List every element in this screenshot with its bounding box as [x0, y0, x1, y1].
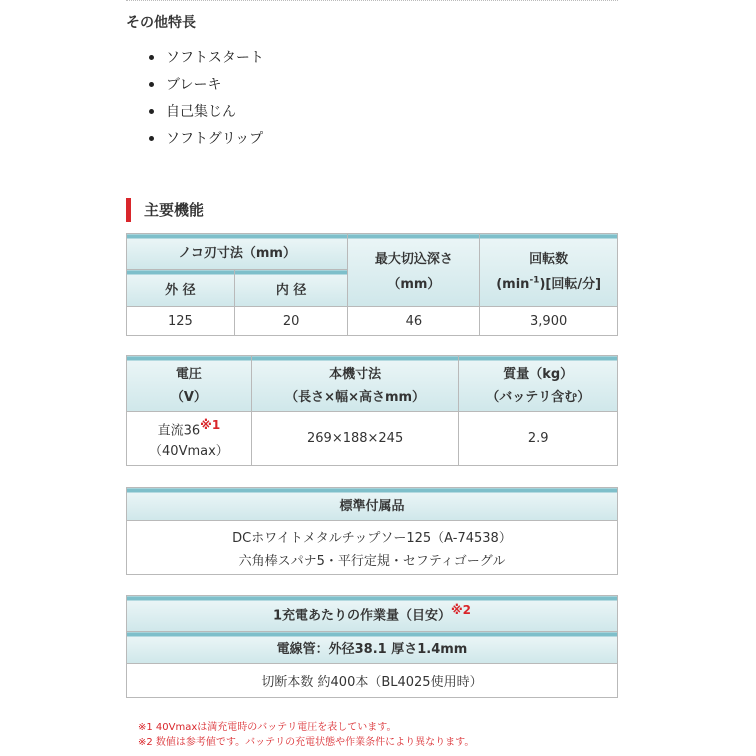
- accessories-table: [126, 487, 618, 575]
- top-divider: [126, 0, 618, 1]
- voltage-header: 電圧 （V）: [127, 356, 252, 412]
- mass-value: 2.9: [459, 412, 618, 466]
- inner-diameter-header: 内 径: [234, 270, 348, 307]
- workload-table: [126, 595, 618, 698]
- footnote-2: ※2 数値は参考値です。バッテリの充電状態や作業条件により異なります。: [138, 737, 475, 748]
- footnote-marker: ※2: [451, 603, 472, 618]
- workload-value: 切断本数 約400本（BL4025使用時）: [127, 664, 618, 698]
- blade-size-header: ノコ刃寸法（mm）: [127, 234, 348, 270]
- outer-diameter-header: 外 径: [127, 270, 235, 307]
- section-title: 主要機能: [126, 198, 204, 222]
- accessories-value: DCホワイトメタルチップソー125（A-74538） 六角棒スパナ5・平行定規・セフティゴーグル: [127, 521, 618, 575]
- list-item: 自己集じん: [146, 102, 264, 129]
- rpm-value: 3,900: [480, 307, 618, 336]
- spec-table-body: [126, 355, 618, 466]
- footnotes: [138, 720, 474, 750]
- spec-table-blade: [126, 233, 618, 336]
- depth-header: 最大切込深さ （mm）: [348, 234, 480, 307]
- footnote-1: ※1 40Vmaxは満充電時のバッテリ電圧を表しています。: [138, 722, 397, 733]
- accessories-header: 標準付属品: [127, 488, 618, 521]
- inner-diameter-value: 20: [234, 307, 348, 336]
- outer-diameter-value: 125: [127, 307, 235, 336]
- mass-header: 質量（kg） （バッテリ含む）: [459, 356, 618, 412]
- list-item: ブレーキ: [146, 75, 264, 102]
- list-item: ソフトグリップ: [146, 129, 264, 156]
- features-list: [146, 48, 264, 156]
- features-title: その他特長: [126, 15, 196, 31]
- workload-subheader: 電線管：外径38.1 厚さ1.4mm: [127, 632, 618, 664]
- voltage-value: 直流36※1 （40Vmax）: [127, 412, 252, 466]
- list-item: ソフトスタート: [146, 48, 264, 75]
- workload-header: 1充電あたりの作業量（目安）※2: [127, 596, 618, 632]
- dimensions-header: 本機寸法 （長さ×幅×高さmm）: [251, 356, 459, 412]
- depth-value: 46: [348, 307, 480, 336]
- dimensions-value: 269×188×245: [251, 412, 459, 466]
- footnote-marker: ※1: [200, 417, 221, 432]
- rpm-header: 回転数 $(\min^{-1})$[回転/分]: [480, 234, 618, 307]
